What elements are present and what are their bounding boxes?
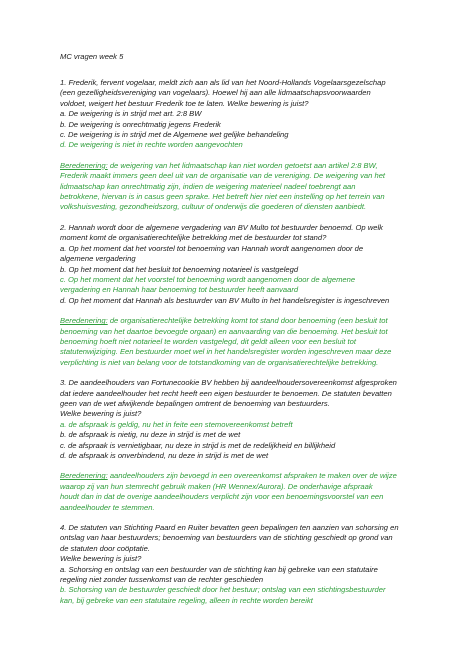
question-text: dat iedere aandeelhouder het recht heeft een eigen bestuurder te benoemen. De statuten bevatten xyxy=(60,388,392,398)
answer-option: regeling niet zonder tussenkomst van de rechter geschieden xyxy=(60,575,264,585)
reasoning-text: waarop zij van hun stemrecht gebruik maken (HR Wennex/Aurora). De onderhavige afspraak xyxy=(60,481,373,491)
reasoning-label: Beredenering: xyxy=(60,316,108,326)
question-text: Welke bewering is juist? xyxy=(60,554,142,564)
question-text: de statuten door coöptatie. xyxy=(60,543,150,553)
reasoning-text xyxy=(60,161,444,171)
reasoning-block xyxy=(60,316,444,368)
question-text: 3. De aandeelhouders van Fortunecookie BV hebben bij aandeelhoudersovereenkomst afgesproken xyxy=(60,378,397,388)
question-text: moment komt de organisatierechtelijke betrekking met de bestuurder tot stand? xyxy=(60,233,327,243)
answer-option: d. de afspraak is onverbindend, nu deze in strijd is met de wet xyxy=(60,451,269,460)
reasoning-text: aandeelhouder te stemmen. xyxy=(60,502,155,512)
reasoning-text: statutenwijziging. Een bestuurder moet wel in het handelsregister worden ingeschreven maar deze xyxy=(60,347,392,357)
reasoning-text: lidmaatschap kan onrechtmatig zijn, indien de weigering materieel nadeel toebrengt aan xyxy=(60,181,356,191)
answer-option: b. De weigering is onrechtmatig jegens Frederik xyxy=(60,119,221,129)
question-text: ontslag van haar bestuurders; benoeming van bestuurders van de stichting geschiedt op grond van xyxy=(60,533,393,543)
answer-option: b. de afspraak is nietig, nu deze in strijd is met de wet xyxy=(60,430,241,440)
answer-option-correct: b. Schorsing van de bestuurder geschiedt door het bestuur; ontslag van een stichtingsbestuurder xyxy=(60,585,386,595)
answer-option: d. Op het moment dat Hannah als bestuurder van BV Multo in het handelsregister is ingeschreven xyxy=(60,295,390,305)
reasoning-text-start: de weigering van het lidmaatschap kan niet worden getoetst aan artikel 2:8 BW, xyxy=(107,160,378,170)
reasoning-text: volkshuisvesting, gezondheidszorg, cultuur of onderwijs die goederen of diensten aanbiedt. xyxy=(60,202,367,212)
document-title: MC vragen week 5 xyxy=(60,52,124,61)
reasoning-text: benoeming hoeft niet notarieel te worden vastgelegd, dit geldt alleen voor een besluit tot xyxy=(60,336,356,346)
reasoning-block xyxy=(60,471,444,513)
question-block xyxy=(60,223,444,306)
reasoning-text: Frederik maakt immers geen deel uit van de organisatie van de vereniging. De weigering van het xyxy=(60,171,386,181)
answer-option-correct: vergadering en Hannah haar benoeming tot bestuurder heeft aanvaard xyxy=(60,285,299,295)
answer-option-correct: c. Op het moment dat het voorstel tot benoeming wordt aangenomen door de algemene xyxy=(60,274,356,284)
question-text: (een gezelligheidsvereniging van vogelaars). Hoewel hij aan alle lidmaatschapsvoorwaarden xyxy=(60,88,371,98)
reasoning-text xyxy=(60,316,444,326)
question-block xyxy=(60,523,444,606)
answer-option: b. Op het moment dat het besluit tot benoeming notarieel is vastgelegd xyxy=(60,264,299,274)
answer-option: c. De weigering is in strijd met de Algemene wet gelijke behandeling xyxy=(60,130,289,140)
question-text: 4. De statuten van Stichting Paard en Ruiter bevatten geen bepalingen ten aanzien van schorsing en xyxy=(60,523,399,533)
answer-option-correct: a. de afspraak is geldig, nu het in feite een stemovereenkomst betreft xyxy=(60,419,293,429)
reasoning-text-start: aandeelhouders zijn bevoegd in een overeenkomst afspraken te maken over de wijze xyxy=(107,471,397,481)
answer-option-correct: kan, bij gebreke van een statutaire regeling, alleen in rechte worden bereikt xyxy=(60,595,313,605)
reasoning-label: Beredenering: xyxy=(60,471,108,481)
question-text: 1. Frederik, fervent vogelaar, meldt zich aan als lid van het Noord-Hollands Vogelaarsgezelschap xyxy=(60,78,386,87)
reasoning-text xyxy=(60,471,444,481)
answer-option: a. Op het moment dat het voorstel tot benoeming van Hannah wordt aangenomen door de xyxy=(60,243,364,253)
answer-option: a. Schorsing en ontslag van een bestuurder van de stichting kan bij gebreke van een statutaire xyxy=(60,564,378,574)
reasoning-label: Beredenering: xyxy=(60,160,108,170)
reasoning-text: betrokkene, hiervan is in casus geen sprake. Het betreft hier niet een instelling op het terrein van xyxy=(60,192,385,202)
reasoning-block xyxy=(60,161,444,213)
reasoning-text-start: de organisatierechtelijke betrekking komt tot stand door benoeming (een besluit tot xyxy=(107,316,388,326)
question-text: 2. Hannah wordt door de algemene vergadering van BV Multo tot bestuurder benoemd. Op welk xyxy=(60,222,383,232)
reasoning-text: houdt dan in dat de overige aandeelhouders verplicht zijn voor een benoemingsvoorstel van een xyxy=(60,492,384,502)
answer-option: c. de afspraak is vernietigbaar, nu deze in strijd is met de redelijkheid en billijkheid xyxy=(60,440,336,450)
question-block xyxy=(60,78,444,151)
questions-list xyxy=(60,78,444,606)
question-text: Welke bewering is juist? xyxy=(60,409,142,419)
question-text: geen van de wet afwijkende bepalingen omtrent de benoeming van bestuurders. xyxy=(60,398,330,408)
answer-option-correct: d. De weigering is niet in rechte worden aangevochten xyxy=(60,140,243,150)
reasoning-text: verplichting is niet van belang voor de totstandkoming van de organisatierechtelijke betrekking. xyxy=(60,357,379,367)
reasoning-text: benoeming van het daartoe bevoegde orgaan) en aanvaarding van die benoeming. Het besluit tot xyxy=(60,326,388,336)
question-block xyxy=(60,378,444,461)
answer-option: algemene vergadering xyxy=(60,254,136,264)
answer-option: a. De weigering is in strijd met art. 2:8 BW xyxy=(60,109,202,119)
question-text: voldoet, weigert het bestuur Frederik toe te laten. Welke bewering is juist? xyxy=(60,98,309,108)
